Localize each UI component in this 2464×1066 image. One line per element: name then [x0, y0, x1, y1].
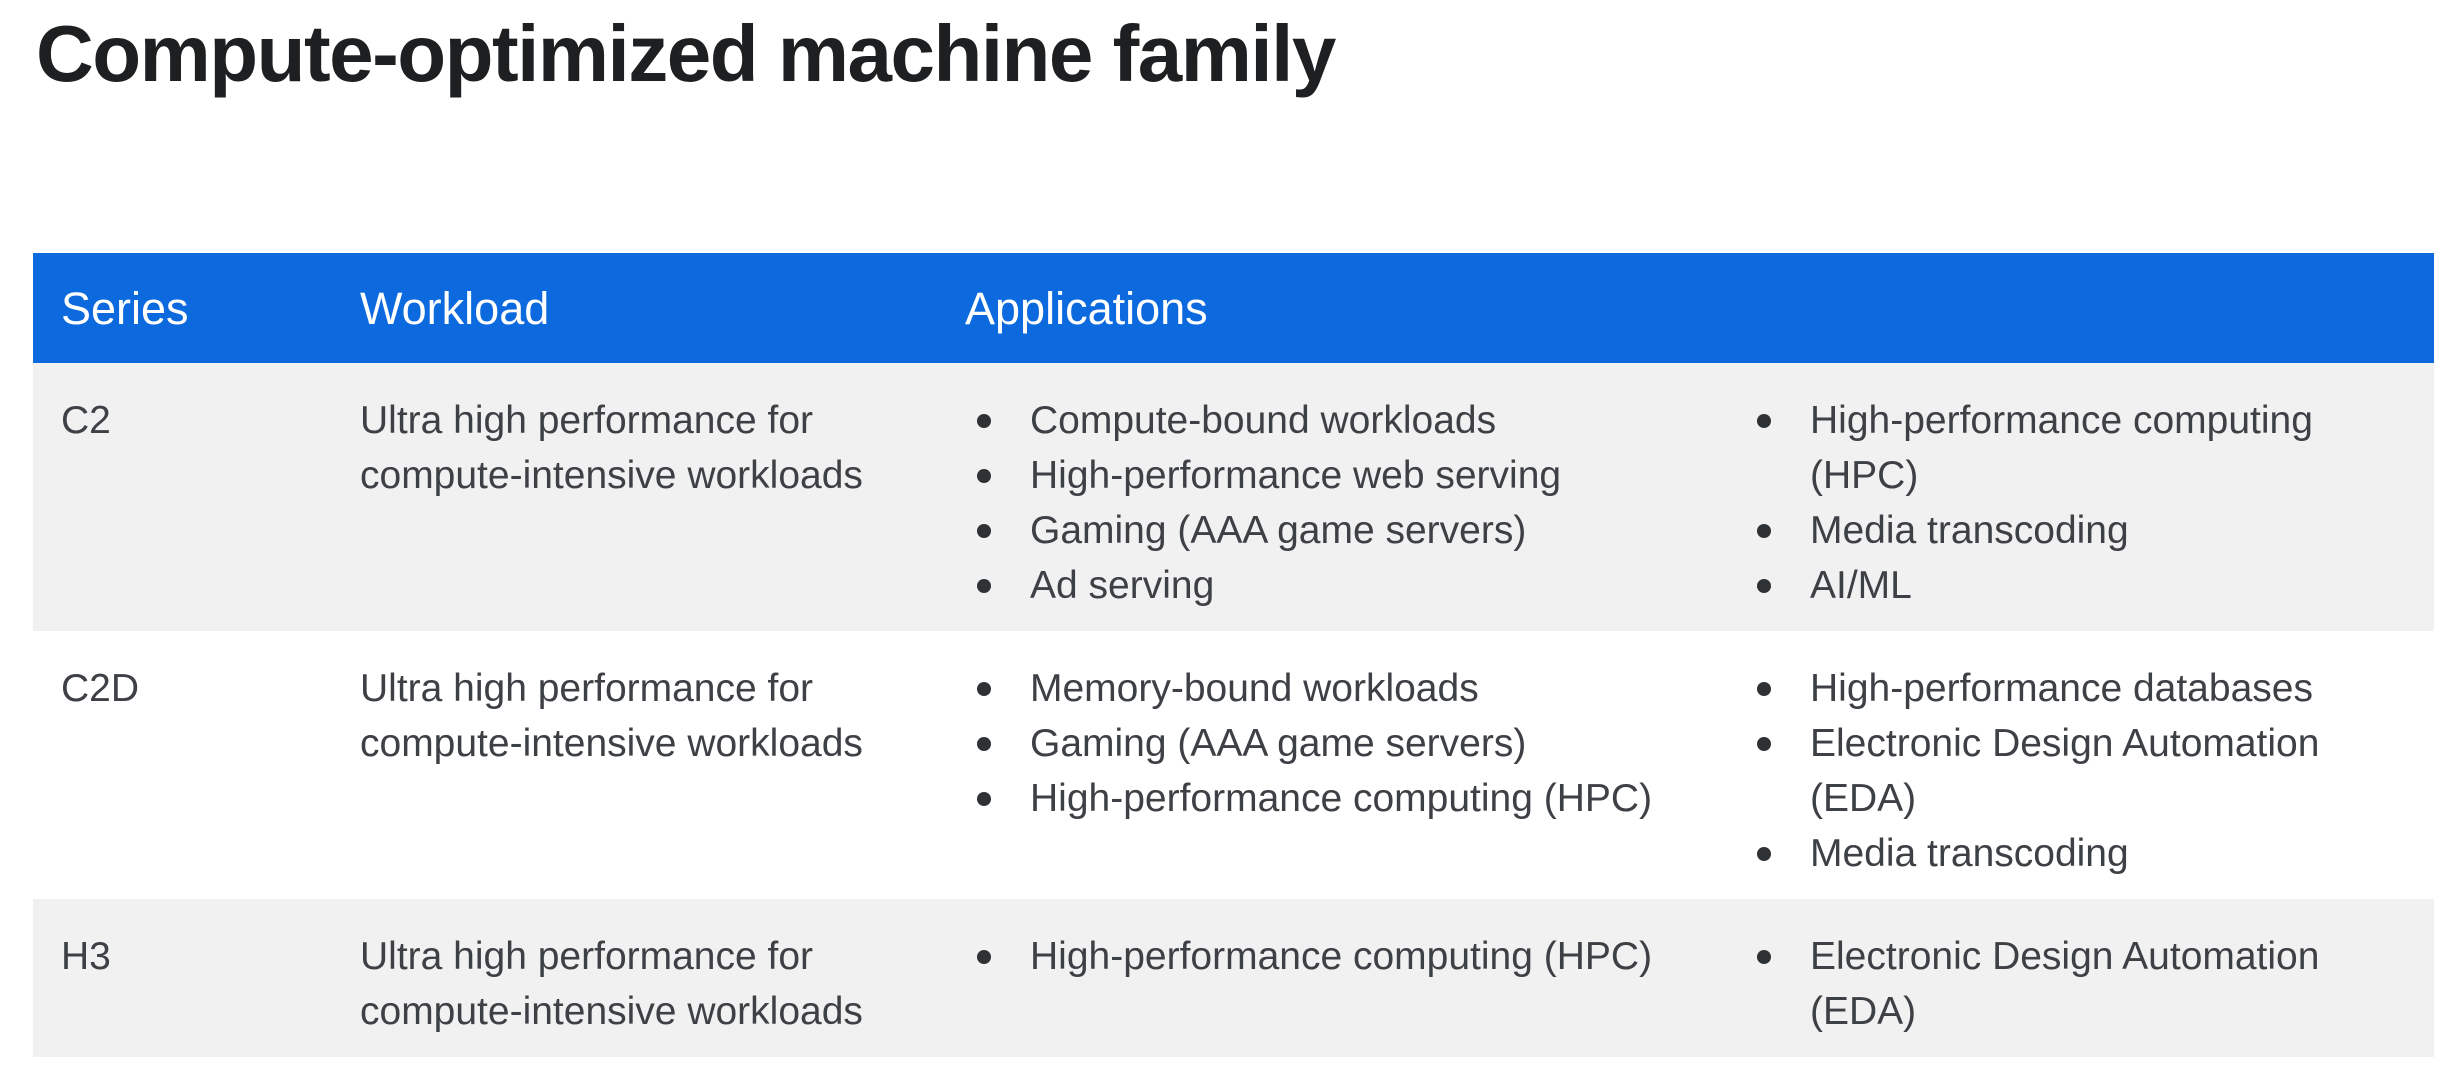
workload-cell: Ultra high performance for compute-intensive workloads [360, 399, 863, 497]
application-item: Electronic Design Automation (EDA) [1745, 716, 2394, 826]
table-header-row [33, 253, 2434, 363]
applications-cell [965, 899, 2434, 1057]
table-row-h3 [33, 899, 2434, 1057]
application-item: High-performance computing (HPC) [965, 929, 1745, 984]
applications-list-2 [1745, 393, 2434, 613]
application-item: Memory-bound workloads [965, 661, 1745, 716]
series-cell: C2D [61, 667, 140, 710]
workload-cell: Ultra high performance for compute-intensive workloads [360, 935, 863, 1033]
header-workload: Workload [360, 282, 550, 334]
applications-cell [965, 631, 2434, 899]
series-cell: H3 [61, 935, 111, 978]
applications-list-2 [1745, 929, 2434, 1039]
machine-family-table [33, 253, 2434, 1057]
series-cell: C2 [61, 399, 111, 442]
page-title: Compute-optimized machine family [36, 9, 1335, 98]
application-item: High-performance web serving [965, 448, 1745, 503]
application-item: Electronic Design Automation (EDA) [1745, 929, 2394, 1039]
application-item: High-performance computing (HPC) [965, 771, 1745, 826]
header-series: Series [61, 282, 189, 334]
application-item: Media transcoding [1745, 826, 2394, 881]
applications-list-2 [1745, 661, 2434, 881]
table-row-c2d [33, 631, 2434, 899]
applications-list-1 [965, 661, 1745, 826]
workload-cell: Ultra high performance for compute-intensive workloads [360, 667, 863, 765]
application-item: Gaming (AAA game servers) [965, 716, 1745, 771]
application-item: Compute-bound workloads [965, 393, 1745, 448]
application-item: High-performance databases [1745, 661, 2394, 716]
header-applications: Applications [965, 282, 1208, 334]
applications-list-1 [965, 929, 1745, 984]
application-item: Ad serving [965, 558, 1745, 613]
application-item: High-performance computing (HPC) [1745, 393, 2394, 503]
applications-list-1 [965, 393, 1745, 613]
applications-cell [965, 363, 2434, 631]
application-item: Media transcoding [1745, 503, 2394, 558]
table-row-c2 [33, 363, 2434, 631]
application-item: Gaming (AAA game servers) [965, 503, 1745, 558]
application-item: AI/ML [1745, 558, 2394, 613]
